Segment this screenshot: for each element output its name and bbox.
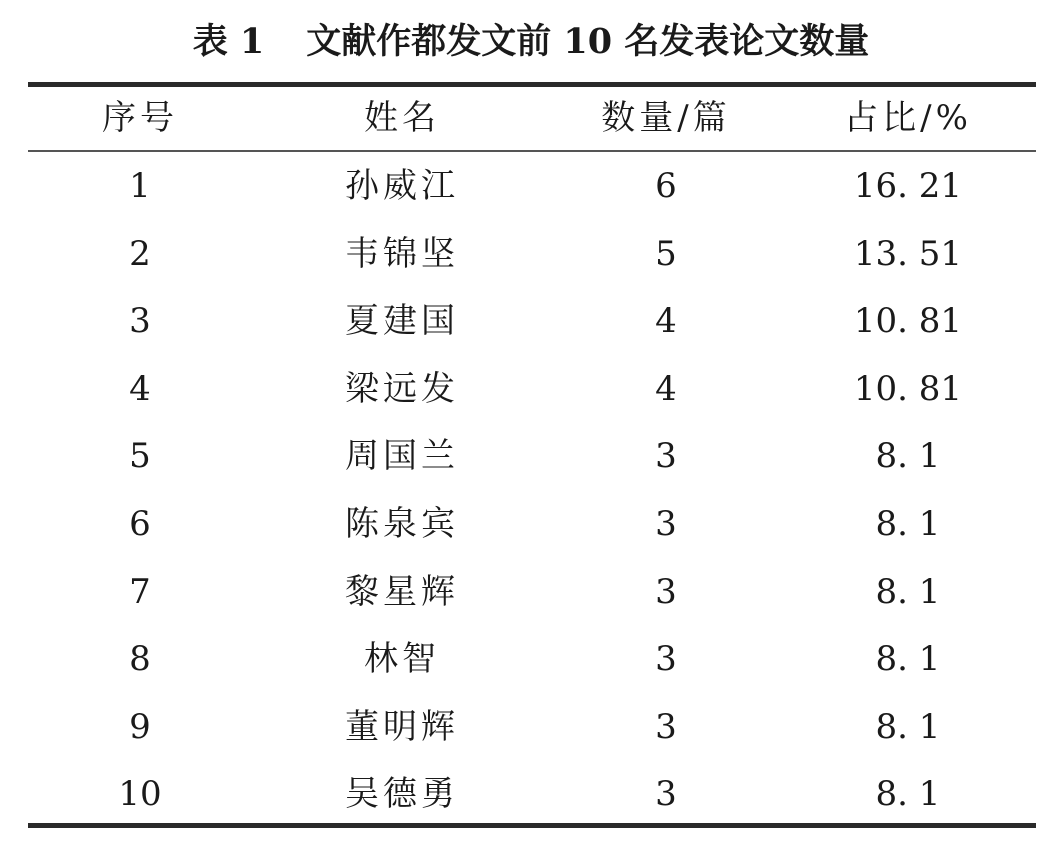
- cell-count: 4: [655, 368, 677, 409]
- cell-percent: 8. 1: [875, 639, 941, 680]
- table-row: [28, 629, 1036, 689]
- cell-count: 3: [655, 639, 677, 680]
- cell-name: 梁远发: [345, 368, 459, 409]
- cell-count: 3: [655, 571, 677, 612]
- cell-index: 4: [129, 368, 151, 409]
- cell-index: 2: [129, 233, 151, 274]
- cell-name: 吴德勇: [345, 774, 459, 815]
- header-rule: [28, 150, 1036, 152]
- cell-index: 7: [129, 571, 151, 612]
- table-row: [28, 562, 1036, 622]
- cell-index: 10: [118, 774, 162, 815]
- cell-percent: 8. 1: [875, 774, 941, 815]
- table-row: [28, 359, 1036, 419]
- cell-index: 1: [129, 166, 151, 206]
- table-row: [28, 426, 1036, 486]
- table-row: [28, 156, 1036, 216]
- cell-name: 黎星辉: [345, 571, 459, 612]
- cell-index: 6: [129, 504, 151, 544]
- cell-name: 孙威江: [345, 166, 459, 206]
- cell-name: 陈泉宾: [345, 504, 459, 544]
- header-count: 数量/篇: [601, 98, 731, 138]
- cell-count: 6: [655, 166, 677, 206]
- cell-count: 4: [655, 301, 677, 342]
- table-row: [28, 224, 1036, 284]
- cell-index: 8: [129, 639, 151, 680]
- cell-percent: 10. 81: [853, 368, 963, 409]
- table-header-row: [28, 88, 1036, 148]
- table-number: 表 1: [192, 21, 265, 62]
- cell-index: 9: [129, 706, 151, 747]
- cell-percent: 8. 1: [875, 436, 941, 477]
- bottom-rule: [28, 823, 1036, 828]
- table-row: [28, 764, 1036, 824]
- cell-count: 3: [655, 436, 677, 477]
- cell-percent: 13. 51: [853, 233, 963, 274]
- cell-percent: 10. 81: [853, 301, 963, 342]
- cell-percent: 8. 1: [875, 706, 941, 747]
- table-row: [28, 494, 1036, 554]
- cell-name: 林智: [364, 639, 440, 680]
- table-caption: [0, 14, 1062, 70]
- cell-name: 董明辉: [345, 706, 459, 747]
- table-title: 文献作都发文前 10 名发表论文数量: [306, 21, 870, 62]
- cell-count: 3: [655, 706, 677, 747]
- header-name: 姓名: [364, 98, 440, 138]
- cell-name: 夏建国: [345, 301, 459, 342]
- cell-percent: 16. 21: [853, 166, 963, 206]
- cell-percent: 8. 1: [875, 571, 941, 612]
- cell-percent: 8. 1: [875, 504, 941, 544]
- cell-count: 3: [655, 774, 677, 815]
- header-index: 序号: [102, 98, 178, 138]
- cell-count: 5: [655, 233, 677, 274]
- cell-index: 3: [129, 301, 151, 342]
- table-row: [28, 697, 1036, 757]
- cell-name: 韦锦坚: [345, 233, 459, 274]
- header-percent: 占比/%: [844, 98, 972, 138]
- table-row: [28, 291, 1036, 351]
- cell-index: 5: [129, 436, 151, 477]
- cell-name: 周国兰: [345, 436, 459, 477]
- top-rule: [28, 82, 1036, 87]
- cell-count: 3: [655, 504, 677, 544]
